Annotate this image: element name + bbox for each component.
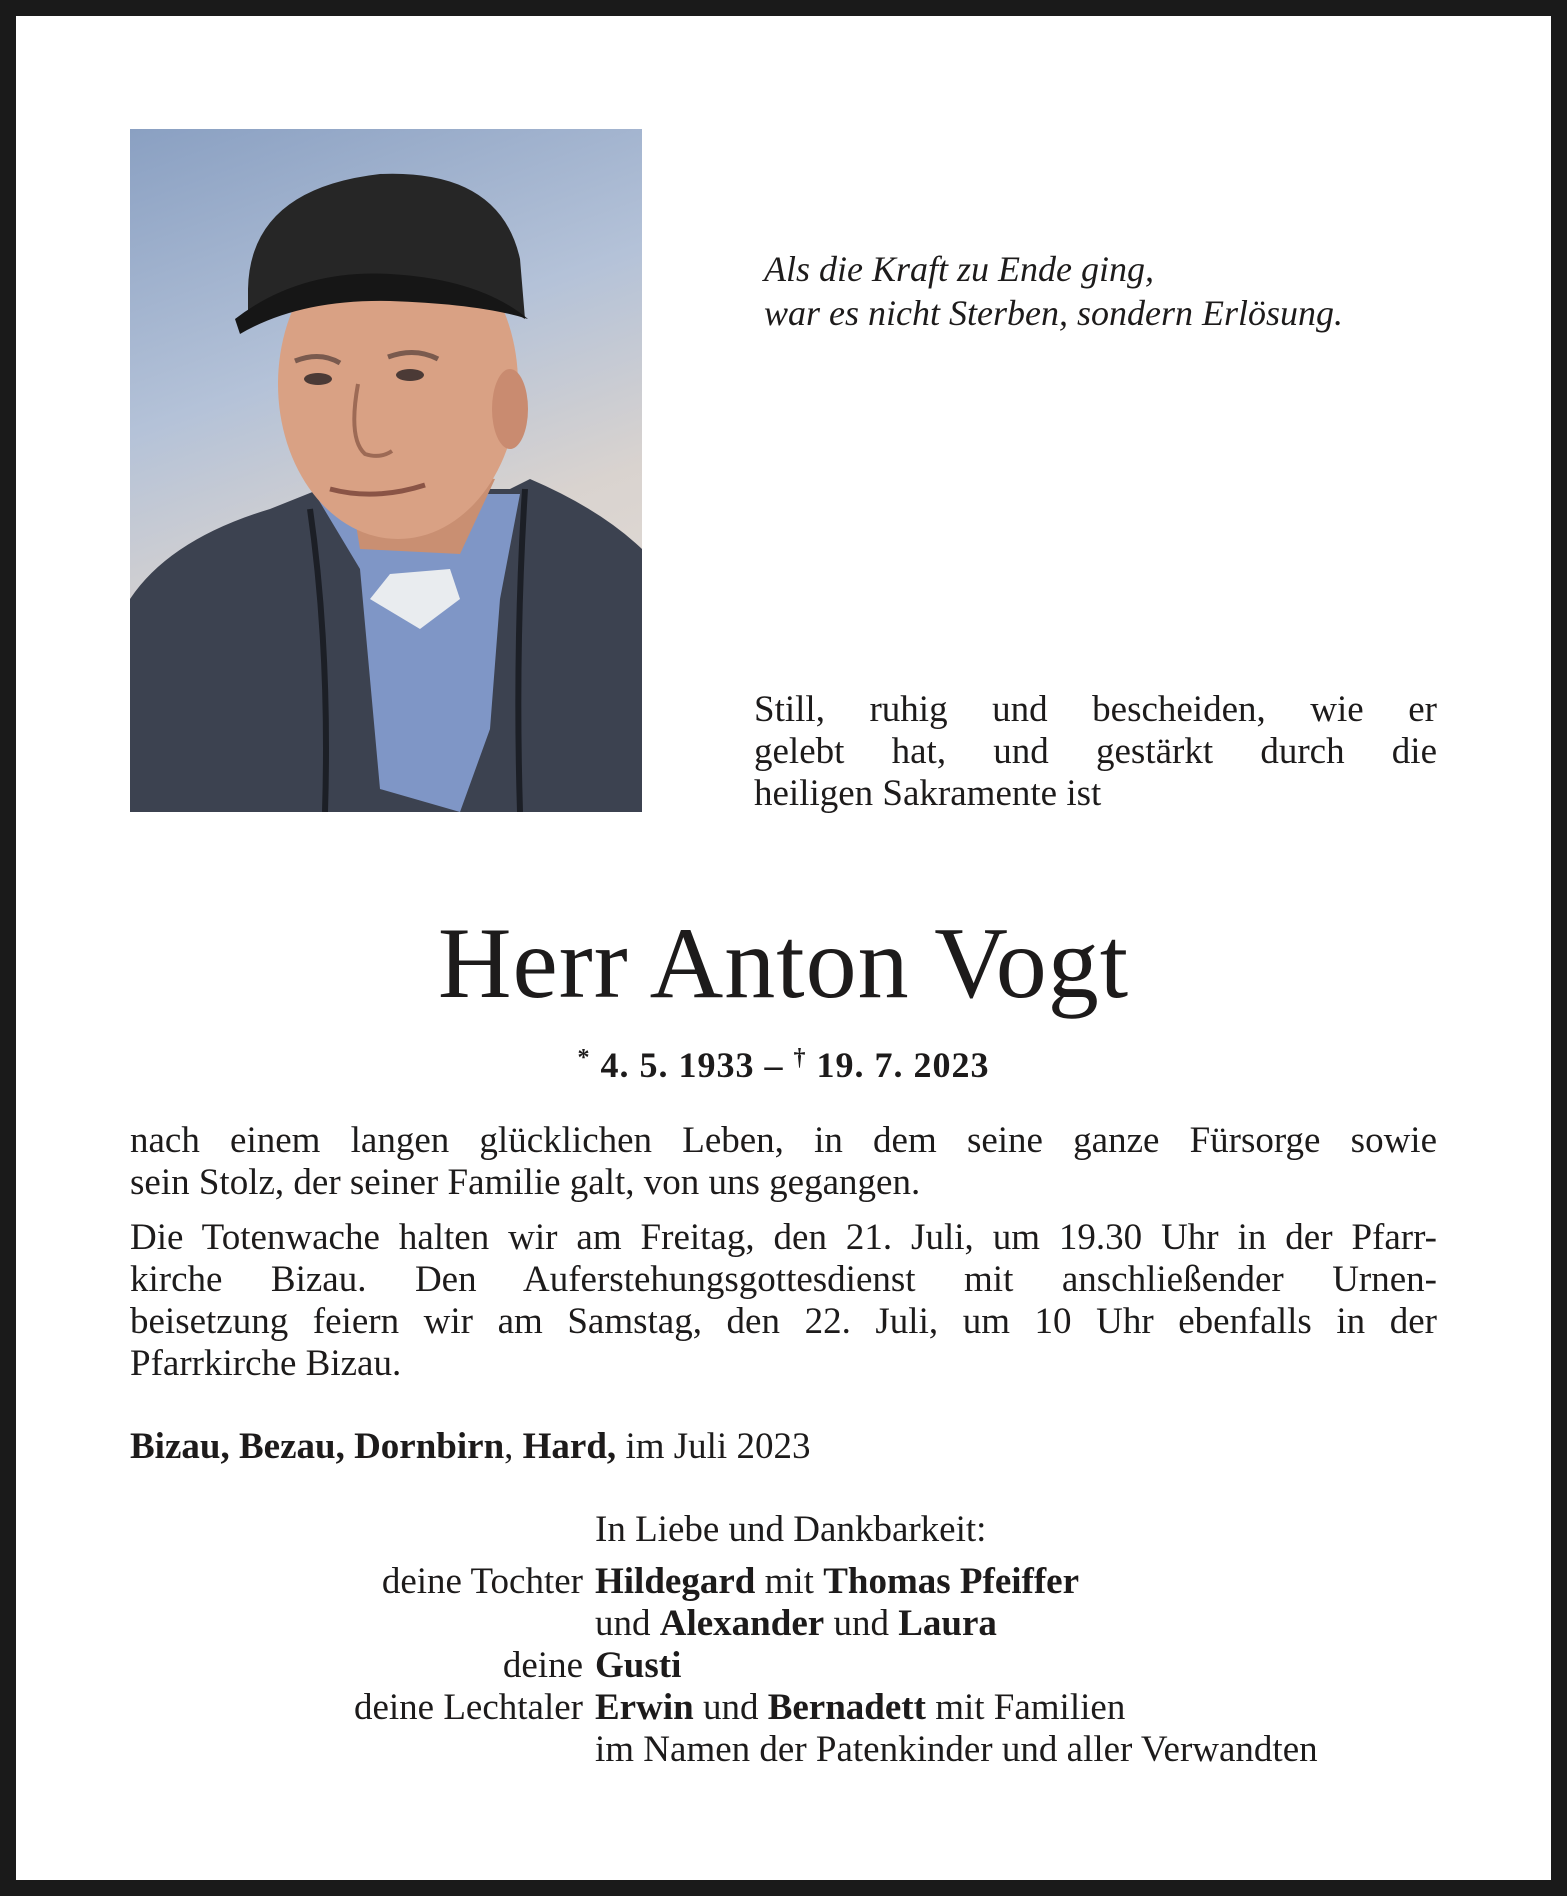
birth-date: 4. 5. 1933 <box>600 1045 755 1085</box>
portrait-illustration <box>130 129 642 812</box>
signer-name: Gusti <box>595 1645 682 1686</box>
intro-paragraph <box>754 689 1437 815</box>
paragraph-services <box>130 1217 1437 1385</box>
paragraph-line: Pfarrkirche Bizau. <box>130 1343 402 1384</box>
quote-line: war es nicht Sterben, sondern Erlösung. <box>764 293 1343 333</box>
place-comma: , <box>504 1426 514 1467</box>
place-hard: Hard, <box>522 1426 617 1467</box>
signer-name: Thomas Pfeiffer <box>823 1561 1080 1602</box>
signature-role: deine Tochter <box>381 1561 583 1602</box>
deceased-name: Herr Anton Vogt <box>437 907 1130 1020</box>
intro-line: heiligen Sakramente ist <box>754 773 1102 814</box>
portrait-photo <box>130 129 642 812</box>
paragraph-line: nach einem langen glücklichen Leben, in dem seine ganze Fürsorge sowie <box>130 1120 1437 1161</box>
signer-name: Erwin <box>595 1687 694 1728</box>
date-dash: – <box>764 1045 784 1085</box>
signer-name: Alexander <box>659 1603 825 1644</box>
signature-role: deine Lechtaler <box>353 1687 583 1728</box>
paragraph-life <box>130 1120 1437 1204</box>
places-date-line <box>130 1426 810 1468</box>
birth-symbol: * <box>577 1045 591 1071</box>
signature-names <box>595 1561 1079 1603</box>
signer-suffix: mit Familien <box>935 1687 1126 1728</box>
signature-role: deine <box>502 1645 583 1686</box>
signer-name: Hildegard <box>595 1561 756 1602</box>
place-bizau: Bizau, <box>130 1426 230 1467</box>
intro-line: gelebt hat, und gestärkt durch die <box>754 731 1437 772</box>
signature-closing: im Namen der Patenkinder und aller Verwandten <box>595 1729 1318 1770</box>
place-dornbirn: Dornbirn <box>354 1426 505 1467</box>
life-dates <box>0 1036 1567 1087</box>
signature-names <box>595 1645 681 1687</box>
death-symbol: † <box>793 1045 807 1071</box>
paragraph-line: beisetzung feiern wir am Samstag, den 22. Juli, um 10 Uhr ebenfalls in der <box>130 1301 1437 1342</box>
signature-names <box>595 1687 1125 1729</box>
quote-line: Als die Kraft zu Ende ging, <box>764 249 1154 289</box>
signatures-heading: In Liebe und Dankbarkeit: <box>595 1509 987 1550</box>
signer-connector: und <box>595 1603 651 1644</box>
quote-block <box>764 247 1343 335</box>
signature-names <box>595 1603 997 1645</box>
death-date: 19. 7. 2023 <box>816 1045 990 1085</box>
intro-line: Still, ruhig und bescheiden, wie er <box>754 689 1437 730</box>
paragraph-line: Die Totenwache halten wir am Freitag, den 21. Juli, um 19.30 Uhr in der Pfarr- <box>130 1217 1437 1258</box>
signer-name: Bernadett <box>767 1687 926 1728</box>
paragraph-line: kirche Bizau. Den Auferstehungsgottesdienst mit anschließender Urnen- <box>130 1259 1437 1300</box>
signer-connector: und <box>833 1603 889 1644</box>
paragraph-line: sein Stolz, der seiner Familie galt, von uns gegangen. <box>130 1162 921 1203</box>
notice-date: im Juli 2023 <box>625 1426 811 1467</box>
signer-connector: und <box>702 1687 759 1728</box>
signer-connector: mit <box>764 1561 814 1602</box>
signer-name: Laura <box>898 1603 997 1644</box>
place-bezau: Bezau, <box>238 1426 345 1467</box>
